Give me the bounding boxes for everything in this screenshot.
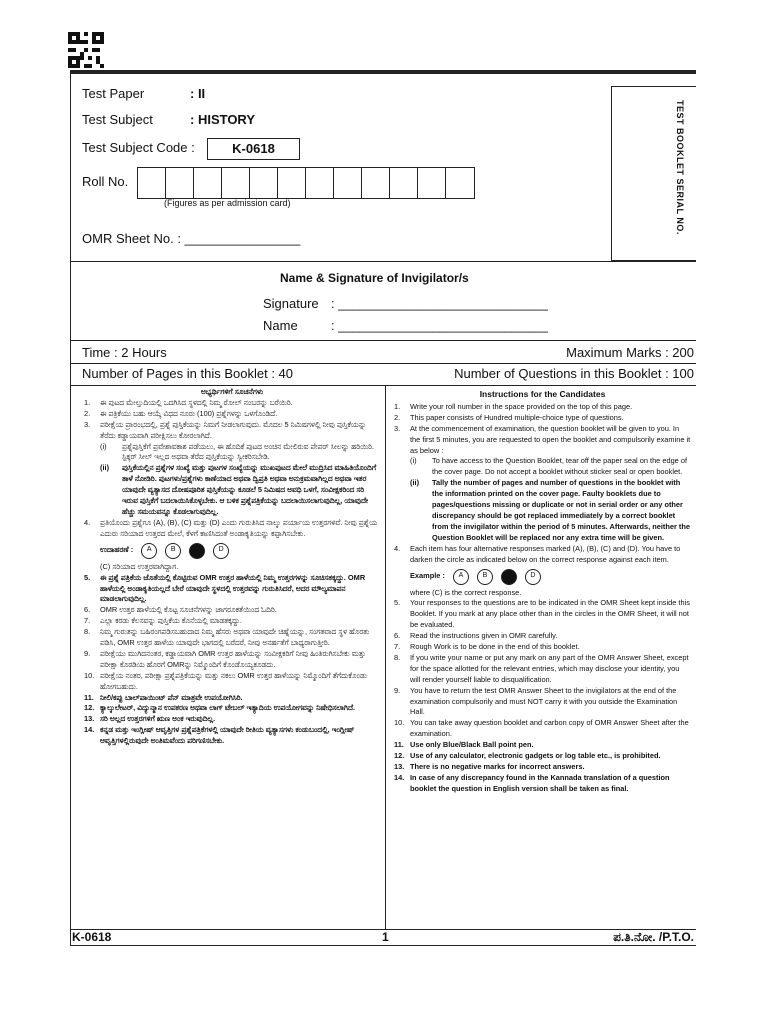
option-b-circle: B — [477, 569, 493, 585]
qr-code — [68, 32, 104, 68]
roll-digit-box[interactable] — [306, 168, 334, 198]
divider — [70, 261, 696, 262]
list-item: 2. ಈ ಪತ್ರಿಕೆಯು ಬಹು ಆಯ್ಕೆ ವಿಧದ ನೂರು (100) ಪ್ರಶ್ನೆಗಳನ್ನು ಒಳಗೊಂಡಿದೆ. — [84, 408, 278, 418]
example-note: where (C) is the correct response. — [410, 587, 522, 597]
list-item: 1. ಈ ಪುಟದ ಮೇಲ್ತುದಿಯಲ್ಲಿ ಒದಗಿಸಿದ ಸ್ಥಳದಲ್ಲಿ ನಿಮ್ಮ ರೋಲ್ ನಂಬರನ್ನು ಬರೆಯಿರಿ. — [84, 397, 293, 407]
list-item: 6. Read the instructions given in OMR carefully. — [394, 631, 558, 641]
test-paper-value: : II — [190, 86, 206, 101]
column-divider — [385, 386, 386, 930]
kannada-instructions — [84, 387, 380, 747]
answer-example — [100, 543, 380, 559]
list-item: 3. ಪರೀಕ್ಷೆಯ ಪ್ರಾರಂಭದಲ್ಲಿ, ಪ್ರಶ್ನೆ ಪುಸ್ತಿಕೆಯನ್ನು ನಿಮಗೆ ನೀಡಲಾಗುವುದು. ಮೊದಲ 5 ನಿಮಿಷಗಳಲ್ಲಿ ನೀವು ಪುಸ್ತಿಕೆಯನ್ನು ತೆರೆದು ಕಡ್ಡಾಯವಾಗಿ ಪರೀಕ್ಷಿಸಲು ಕೋರಲಾಗಿದೆ. — [84, 419, 367, 440]
roll-digit-box[interactable] — [390, 168, 418, 198]
page-number: 1 — [382, 930, 389, 944]
english-instructions — [394, 389, 691, 795]
list-item: 5. ಈ ಪ್ರಶ್ನೆ ಪತ್ರಿಕೆಯ ಜೊತೆಯಲ್ಲಿ ಕೊಟ್ಟಿರುವ OMR ಉತ್ತರ ಹಾಳೆಯಲ್ಲಿ ನಿಮ್ಮ ಉತ್ತರಗಳನ್ನು ಸೂಚಿಸತಕ್ಕದ್ದು. OMR ಹಾಳೆಯಲ್ಲಿ ಅಂಡಾಕೃತಿಯಲ್ಲದೆ ಬೇರೆ ಯಾವುದೇ ಸ್ಥಳದಲ್ಲಿ ಉತ್ತರವನ್ನು ಗುರುತಿಸಿದರೆ, ಅದರ ಮೌಲ್ಯಮಾಪನ ಮಾಡಲಾಗುವುದಿಲ್ಲ. — [84, 572, 366, 604]
list-item: 5. Your responses to the questions are to be indicated in the OMR Sheet kept inside this Booklet. If you mark at any place other than in the circles in the OMR Sheet, it will not be evaluated. — [394, 598, 690, 630]
list-item: 6. OMR ಉತ್ತರ ಹಾಳೆಯಲ್ಲಿ ಕೊಟ್ಟ ಸೂಚನೆಗಳನ್ನು ಜಾಗರೂಕತೆಯಿಂದ ಓದಿರಿ. — [84, 605, 277, 615]
subject-code-label: Test Subject Code : — [82, 140, 195, 155]
list-item: 13. There is no negative marks for incorrect answers. — [394, 762, 585, 771]
roll-label: Roll No. — [82, 174, 129, 189]
divider — [70, 385, 696, 386]
roll-digit-box[interactable] — [250, 168, 278, 198]
signature-field[interactable]: : _____________________________ — [331, 296, 548, 311]
list-item: 4. ಪ್ರತಿಯೊಂದು ಪ್ರಶ್ನೆಗೂ (A), (B), (C) ಮತ್ತು (D) ಎಂದು ಗುರುತಿಸಿದ ನಾಲ್ಕು ಪರ್ಯಾಯ ಉತ್ತರಗಳಿವೆ. ನೀವು ಪ್ರಶ್ನೆಯ ಎದುರು ಸರಿಯಾದ ಉತ್ತರದ ಮೇಲೆ, ಕೆಳಗೆ ಕಾಣಿಸಿದಂತೆ ಅಂಡಾಕೃತಿಯನ್ನು ಕಪ್ಪಾಗಿಸಬೇಕು. — [84, 517, 378, 538]
test-subject-value: : HISTORY — [190, 112, 256, 127]
name-label: Name — [263, 318, 298, 333]
list-item: 1. Write your roll number in the space provided on the top of this page. — [394, 401, 633, 411]
list-item: 8. If you write your name or put any mark on any part of the OMR Answer Sheet, except for the space allotted for the relevant entries, which may disclose your identity, you will render yourself liable to disqualification. — [394, 652, 689, 684]
roll-digit-box[interactable] — [446, 168, 474, 198]
option-c-circle-filled — [501, 569, 517, 585]
subject-code-box: K-0618 — [207, 138, 300, 160]
roll-digit-box[interactable] — [334, 168, 362, 198]
roll-digit-box[interactable] — [138, 168, 166, 198]
test-subject-label: Test Subject — [82, 112, 153, 127]
list-subitem: (ii) ಪುಸ್ತಿಕೆಯಲ್ಲಿನ ಪ್ರಶ್ನೆಗಳ ಸಂಖ್ಯೆ ಮತ್ತು ಪುಟಗಳ ಸಂಖ್ಯೆಯನ್ನು ಮುಖಪುಟದ ಮೇಲೆ ಮುದ್ರಿಸಿದ ಮಾಹಿತಿಯೊಂದಿಗೆ ತಾಳೆ ನೋಡಿರಿ. ಪುಟಗಳು/ಪ್ರಶ್ನೆಗಳು ಕಾಣೆಯಾದ ಅಥವಾ ದ್ವಿಪ್ರತಿ ಅಥವಾ ಅನುಕ್ರಮವಾಗಿಲ್ಲದ ಅಥವಾ ಇತರ ಯಾವುದೇ ವ್ಯತ್ಯಾಸದ ದೋಷಪೂರಿತ ಪುಸ್ತಿಕೆಯನ್ನು ಕೂಡಲೆ 5 ನಿಮಿಷದ ಅವಧಿ ಒಳಗೆ, ಸಂವೀಕ್ಷಕರಿಂದ ಸರಿ ಇರುವ ಪುಸ್ತಿಕೆಗೆ ಬದಲಾಯಿಸಿಕೊಳ್ಳಬೇಕು. ಆ ಬಳಿಕ ಪ್ರಶ್ನೆಪತ್ರಿಕೆಯನ್ನು ಬದಲಾಯಿಸಲಾಗುವುದಿಲ್ಲ, ಯಾವುದೇ ಹೆಚ್ಚು ಸಮಯವನ್ನೂ ಕೊಡಲಾಗುವುದಿಲ್ಲ. — [100, 463, 377, 516]
english-heading: Instructions for the Candidates — [479, 389, 606, 399]
page-count: Number of Pages in this Booklet : 40 — [82, 366, 294, 381]
roll-digit-box[interactable] — [362, 168, 390, 198]
divider — [70, 340, 696, 341]
list-subitem: (i) ಪ್ರಶ್ನೆಪುಸ್ತಿಕೆಗೆ ಪ್ರವೇಶಾವಕಾಶ ಪಡೆಯಲು, ಈ ಹೊದಿಕೆ ಪುಟದ ಅಂಚಿನ ಮೇಲಿರುವ ಪೇಪರ್ ಸೀಲನ್ನು ಹರಿಯಿರಿ. ಸ್ಟಿಕ್ಕರ್ ಸೀಲ್ ಇಲ್ಲದ ಅಥವಾ ತೆರೆದ ಪುಸ್ತಿಕೆಯನ್ನು ಸ್ವೀಕರಿಸಬೇಡಿ. — [100, 441, 375, 462]
list-item: 7. Rough Work is to be done in the end of this booklet. — [394, 642, 580, 652]
list-item: 12. Use of any calculator, electronic gadgets or log table etc., is prohibited. — [394, 751, 661, 761]
list-item: 3. At the commencement of examination, the question booklet will be given to you. In the first 5 minutes, you are requested to open the booklet and compulsorily examine it as below : — [394, 423, 691, 455]
list-item: 8. ನಿಮ್ಮ ಗುರುತನ್ನು ಬಹಿರಂಗಪಡಿಸಬಹುದಾದ ನಿಮ್ಮ ಹೆಸರು ಅಥವಾ ಯಾವುದೇ ಚಿಹ್ನೆಯನ್ನು, ಸಂಗತವಾದ ಸ್ಥಳ ಹೊರತು ಪಡಿಸಿ, OMR ಉತ್ತರ ಹಾಳೆಯ ಯಾವುದೇ ಭಾಗದಲ್ಲಿ ಬರೆದರೆ, ನೀವು ಅನರ್ಹತೆಗೆ ಬಾಧ್ಯರಾಗುತ್ತೀರಿ. — [84, 627, 370, 648]
list-item: 9. You have to return the test OMR Answer Sheet to the invigilators at the end of the examination compulsorily and must NOT carry it with you outside the Examination Hall. — [394, 685, 678, 717]
name-field[interactable]: : _____________________________ — [331, 318, 548, 333]
list-subitem: (ii) Tally the number of pages and number of questions in the booklet with the information printed on the cover page. Faulty booklets due to pages/questions missing or duplicate or not in serial order or any other discrepancy should be got replaced immediately by a correct booklet from the invigilator within the period of 5 minutes. Afterwards, neither the Question Booklet will be replaced nor any extra time will be given. — [410, 478, 691, 542]
list-item: 12. ಕ್ಯಾಲ್ಕುಲೇಟರ್, ವಿದ್ಯುನ್ಮಾನ ಉಪಕರಣ ಅಥವಾ ಲಾಗ್ ಟೇಬಲ್ ಇತ್ಯಾದಿಯ ಉಪಯೋಗವನ್ನು ನಿಷೇಧಿಸಲಾಗಿದೆ. — [84, 703, 356, 713]
divider — [70, 363, 696, 364]
invigilator-heading: Name & Signature of Invigilator/s — [280, 271, 469, 285]
answer-example — [410, 569, 691, 585]
list-item: 11. Use only Blue/Black Ball point pen. — [394, 740, 534, 750]
option-a-circle: A — [141, 543, 157, 559]
kannada-heading: ಅಭ್ಯರ್ಥಿಗಳಿಗೆ ಸೂಚನೆಗಳು — [200, 387, 264, 396]
signature-label: Signature — [263, 296, 319, 311]
list-item: 11. ನೀಲಿ/ಕಪ್ಪು ಬಾಲ್‌ಪಾಯಿಂಟ್ ಪೆನ್ ಮಾತ್ರವೇ ಉಪಯೋಗಿಸಿರಿ. — [84, 692, 243, 702]
list-item: 4. Each item has four alternative responses marked (A), (B), (C) and (D). You have to darken the circle as indicated below on the correct response against each item. — [394, 543, 681, 564]
option-b-circle: B — [165, 543, 181, 559]
list-item: 10. ಪರೀಕ್ಷೆಯ ನಂತರ, ಪರೀಕ್ಷಾ ಪ್ರಶ್ನೆಪತ್ರಿಕೆಯನ್ನು ಮತ್ತು ನಕಲು OMR ಉತ್ತರ ಹಾಳೆಯನ್ನು ನಿಮ್ಮೊಂದಿಗೆ ತೆಗೆದುಕೊಂಡು ಹೋಗಬಹುದು. — [84, 670, 367, 691]
footer-subject-code: K-0618 — [72, 930, 112, 944]
roll-digit-box[interactable] — [222, 168, 250, 198]
option-d-circle: D — [213, 543, 229, 559]
list-item: 13. ಸರಿ ಅಲ್ಲದ ಉತ್ತರಗಳಿಗೆ ಋಣ ಅಂಕ ಇರುವುದಿಲ್ಲ. — [84, 714, 216, 724]
serial-label: TEST BOOKLET SERIAL NO. — [675, 100, 685, 235]
roll-digit-box[interactable] — [194, 168, 222, 198]
list-subitem: (i) To have access to the Question Booklet, tear off the paper seal on the edge of the cover page. Do not accept a booklet without sticker seal or open booklet. — [410, 456, 688, 477]
roll-number-boxes[interactable] — [137, 167, 475, 199]
maximum-marks: Maximum Marks : 200 — [566, 345, 694, 360]
question-count: Number of Questions in this Booklet : 100 — [454, 366, 694, 381]
option-c-circle-filled — [189, 543, 205, 559]
roll-digit-box[interactable] — [166, 168, 194, 198]
roll-note: (Figures as per admission card) — [164, 198, 291, 208]
list-item: 7. ಎಲ್ಲಾ ಕರಡು ಕೆಲಸವನ್ನು ಪುಸ್ತಿಕೆಯ ಕೊನೆಯಲ್ಲಿ ಮಾಡತಕ್ಕದ್ದು. — [84, 616, 242, 626]
example-note: (C) ಸರಿಯಾದ ಉತ್ತರವಾಗಿದ್ದಾಗ. — [100, 561, 179, 571]
list-item: 14. In case of any discrepancy found in the Kannada translation of a question booklet the question in English version shall be taken as final. — [394, 772, 670, 793]
example-label: ಉದಾಹರಣೆ : — [100, 545, 134, 555]
list-item: 9. ಪರೀಕ್ಷೆಯು ಮುಗಿದನಂತರ, ಕಡ್ಡಾಯವಾಗಿ OMR ಉತ್ತರ ಹಾಳೆಯನ್ನು ಸಂವೀಕ್ಷಕರಿಗೆ ನೀವು ಹಿಂತಿರುಗಿಸಬೇಕು ಮತ್ತು ಪರೀಕ್ಷಾ ಕೊಠಡಿಯ ಹೊರಗೆ OMRನ್ನು ನಿಮ್ಮೊಂದಿಗೆ ಕೊಂಡೊಯ್ಯಕೂಡದು. — [84, 648, 366, 669]
pto-label: ಪ.ತಿ.ನೋ. /P.T.O. — [613, 930, 694, 944]
list-item: 2. This paper consists of Hundred multiple-choice type of questions. — [394, 412, 624, 422]
roll-digit-box[interactable] — [418, 168, 446, 198]
list-item: 10. You can take away question booklet and carbon copy of OMR Answer Sheet after the examination. — [394, 718, 689, 739]
duration: Time : 2 Hours — [82, 345, 167, 360]
list-item: 14. ಕನ್ನಡ ಮತ್ತು ಇಂಗ್ಲೀಷ್ ಆವೃತ್ತಿಗಳ ಪ್ರಶ್ನೆಪತ್ರಿಕೆಗಳಲ್ಲಿ ಯಾವುದೇ ರೀತಿಯ ವ್ಯತ್ಯಾಸಗಳು ಕಂಡುಬಂದಲ್ಲಿ, ಇಂಗ್ಲೀಷ್ ಆವೃತ್ತಿಗಳಲ್ಲಿರುವುದೇ ಅಂತಿಮವೆಂದು ಪರಿಗಣಿಸಬೇಕು. — [84, 725, 355, 746]
omr-sheet-number: OMR Sheet No. : ________________ — [82, 231, 301, 246]
test-paper-label: Test Paper — [82, 86, 145, 101]
example-label: Example : — [410, 571, 445, 581]
page-footer — [70, 929, 696, 947]
roll-digit-box[interactable] — [278, 168, 306, 198]
option-a-circle: A — [453, 569, 469, 585]
option-d-circle: D — [525, 569, 541, 585]
